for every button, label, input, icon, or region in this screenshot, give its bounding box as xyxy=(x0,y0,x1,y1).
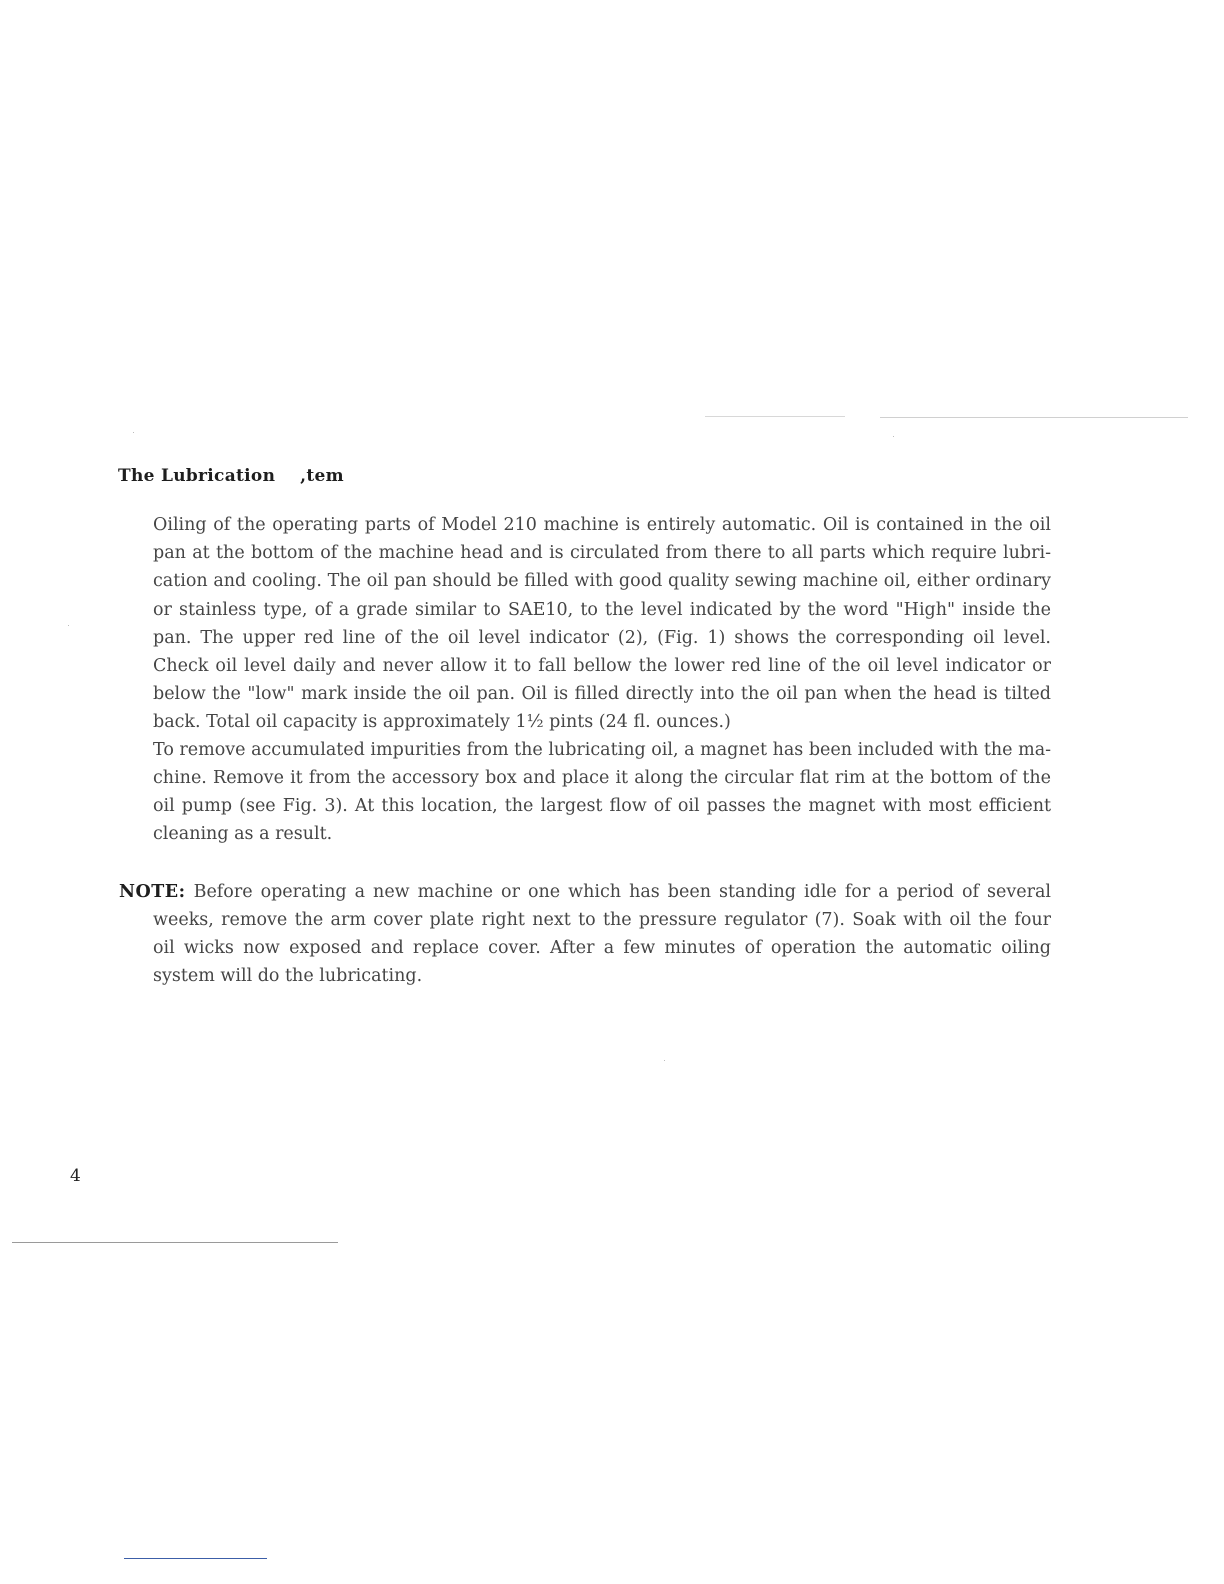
body-line: oil pump (see Fig. 3). At this location, the largest flow of oil passes the magnet with most efficient xyxy=(153,796,1051,816)
body-line: pan. The upper red line of the oil level indicator (2), (Fig. 1) shows the corresponding oil level. xyxy=(153,628,1051,648)
body-line: chine. Remove it from the accessory box and place it along the circular flat rim at the bottom of the xyxy=(153,768,1051,788)
body-line: or stainless type, of a grade similar to SAE10, to the level indicated by the word "High" inside the xyxy=(153,600,1051,620)
body-line: Check oil level daily and never allow it to fall bellow the lower red line of the oil level indicator or xyxy=(153,656,1051,676)
note-first-line xyxy=(119,881,1051,903)
body-line: cation and cooling. The oil pan should be filled with good quality sewing machine oil, either ordinary xyxy=(153,571,1051,591)
scan-artifact-top-right-2 xyxy=(880,417,1188,418)
scan-artifact-bottom-left xyxy=(12,1242,338,1243)
body-line: below the "low" mark inside the oil pan. Oil is filled directly into the oil pan when the head is tilted xyxy=(153,684,1051,704)
body-line: cleaning as a result. xyxy=(153,824,333,844)
note-line: weeks, remove the arm cover plate right next to the pressure regulator (7). Soak with oil the four xyxy=(153,910,1051,930)
scan-speck xyxy=(133,432,134,433)
note-line: oil wicks now exposed and replace cover. After a few minutes of operation the automatic oiling xyxy=(153,938,1051,958)
body-line: back. Total oil capacity is approximately 1½ pints (24 fl. ounces.) xyxy=(153,712,731,732)
scan-artifact-top-right xyxy=(705,416,845,417)
scan-speck xyxy=(893,436,894,437)
page-number: 4 xyxy=(70,1166,81,1186)
scan-speck xyxy=(68,625,69,626)
note-text: Before operating a new machine or one which has been standing idle for a period of several xyxy=(193,882,1051,902)
bottom-rule xyxy=(124,1558,267,1559)
body-line: To remove accumulated impurities from the lubricating oil, a magnet has been included with the ma- xyxy=(153,740,1052,760)
body-line: pan at the bottom of the machine head and is circulated from there to all parts which require lubri- xyxy=(153,543,1051,563)
note-label: NOTE: xyxy=(119,882,186,902)
body-line: Oiling of the operating parts of Model 210 machine is entirely automatic. Oil is contained in the oil xyxy=(153,515,1051,535)
section-title: The Lubrication ,tem xyxy=(118,466,344,486)
scan-speck xyxy=(664,1060,665,1061)
note-line: system will do the lubricating. xyxy=(153,966,423,986)
